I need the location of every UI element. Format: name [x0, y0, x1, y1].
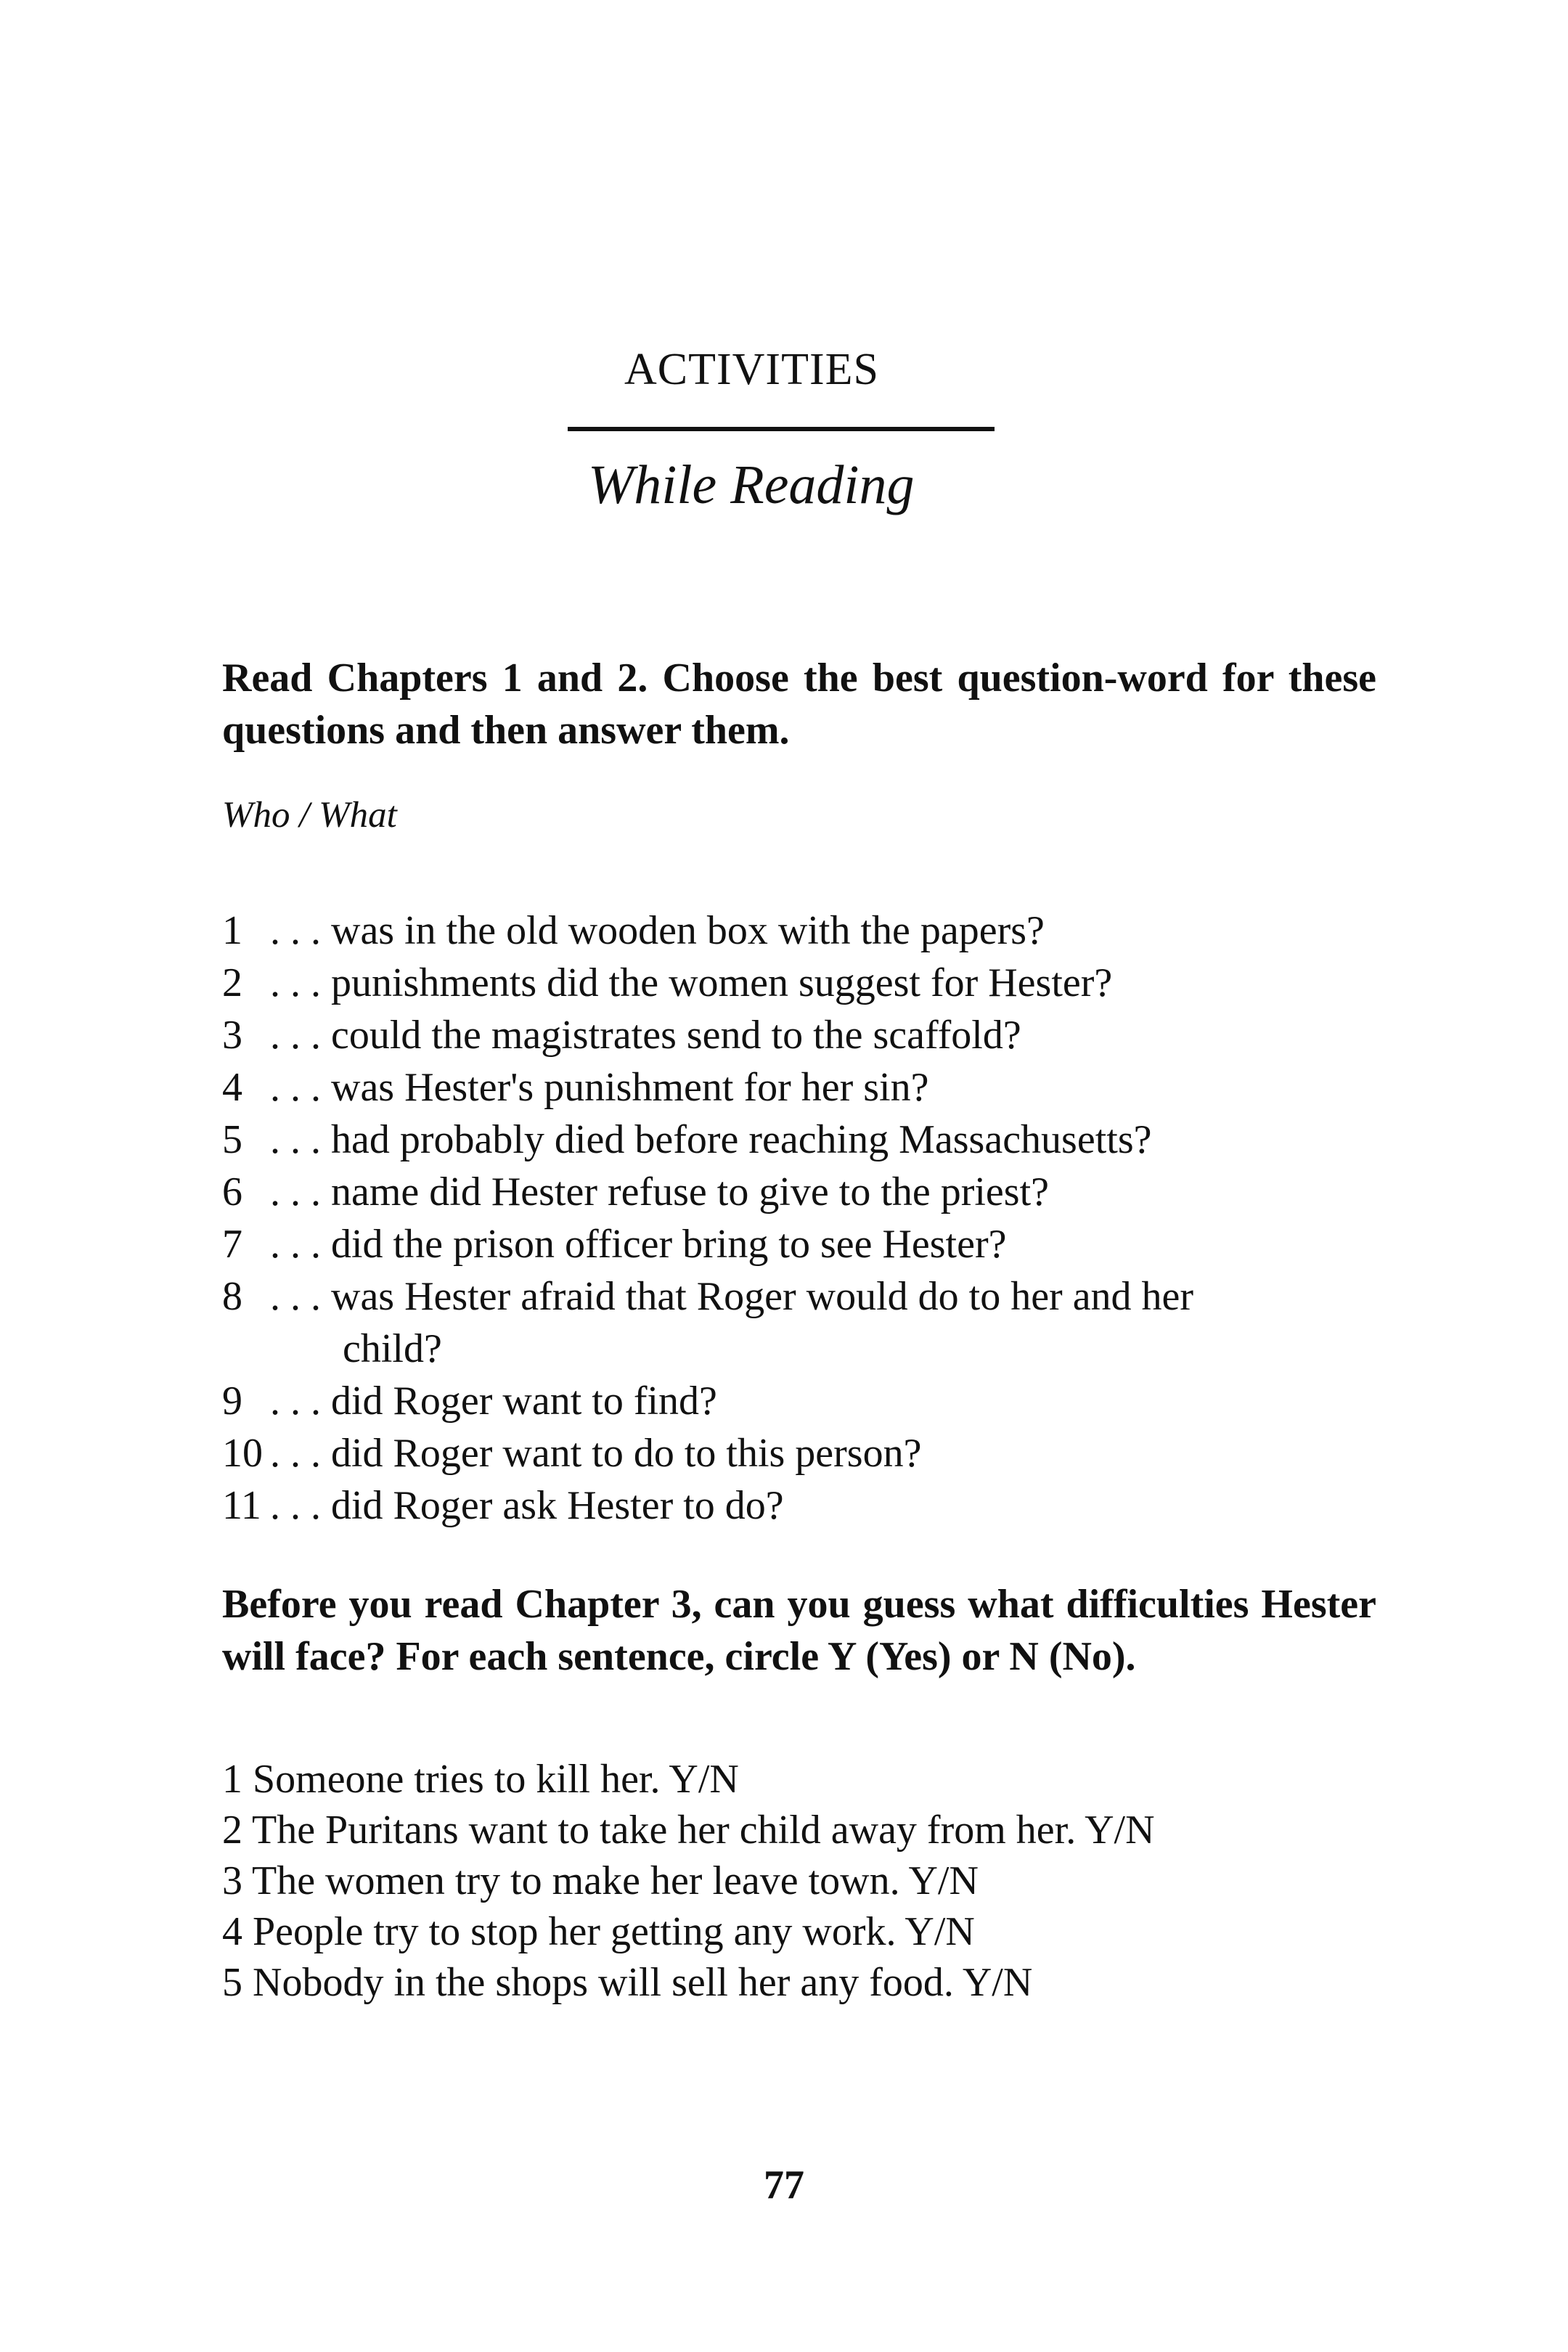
question-item [222, 905, 1376, 957]
question-item [222, 1427, 1376, 1479]
question-text: . . . name did Hester refuse to give to the priest? [270, 1169, 1049, 1214]
heading-rule [568, 427, 995, 431]
question-number: 8 [222, 1274, 242, 1319]
question-text: . . . was Hester's punishment for her sin? [270, 1065, 929, 1110]
question-text: . . . was Hester afraid that Roger would do to her and her [270, 1274, 1194, 1319]
question-list [222, 905, 1376, 1532]
question-text: . . . did Roger ask Hester to do? [270, 1483, 784, 1528]
question-number: 3 [222, 1013, 242, 1058]
question-item [222, 1479, 1376, 1532]
yes-no-item: 1 Someone tries to kill her. Y/N [222, 1757, 739, 1802]
question-item [222, 1218, 1376, 1270]
question-number: 9 [222, 1379, 242, 1424]
part2-instruction: Before you read Chapter 3, can you guess what difficulties Hester will face? For each sentence, circle Y (Yes) or N (No). [222, 1582, 1376, 1679]
yes-no-item: 3 The women try to make her leave town. Y/N [222, 1858, 979, 1903]
yes-no-item: 2 The Puritans want to take her child away from her. Y/N [222, 1808, 1155, 1853]
question-number: 2 [222, 960, 242, 1005]
question-number: 6 [222, 1169, 242, 1214]
section-label: ACTIVITIES [624, 345, 879, 394]
question-text: . . . punishments did the women suggest for Hester? [270, 960, 1113, 1005]
question-number: 1 [222, 908, 242, 953]
question-word-options: Who / What [222, 795, 397, 836]
yes-no-list [222, 1754, 1376, 2008]
question-item [222, 957, 1376, 1009]
question-item [222, 1009, 1376, 1061]
question-item [222, 1166, 1376, 1218]
page-number: 77 [764, 2163, 804, 2208]
question-item [222, 1114, 1376, 1166]
question-number: 4 [222, 1065, 242, 1110]
question-text-continuation: child? [343, 1326, 442, 1371]
question-item [222, 1270, 1376, 1375]
question-text: . . . did the prison officer bring to see Hester? [270, 1222, 1007, 1267]
question-text-wrapped [270, 1270, 1376, 1375]
question-text: . . . could the magistrates send to the scaffold? [270, 1013, 1021, 1058]
question-item [222, 1375, 1376, 1427]
question-number: 5 [222, 1117, 242, 1162]
part1-instruction: Read Chapters 1 and 2. Choose the best question-word for these questions and then answer them. [222, 656, 1376, 753]
question-text: . . . had probably died before reaching Massachusetts? [270, 1117, 1152, 1162]
question-item [222, 1061, 1376, 1114]
question-number: 10 [222, 1431, 263, 1476]
question-number: 11 [222, 1483, 261, 1528]
page-subtitle: While Reading [588, 454, 915, 515]
question-text: . . . was in the old wooden box with the papers? [270, 908, 1045, 953]
yes-no-item: 4 People try to stop her getting any work. Y/N [222, 1909, 975, 1954]
question-text: . . . did Roger want to find? [270, 1379, 717, 1424]
question-number: 7 [222, 1222, 242, 1267]
yes-no-item: 5 Nobody in the shops will sell her any food. Y/N [222, 1960, 1033, 2005]
question-text: . . . did Roger want to do to this person? [270, 1431, 922, 1476]
